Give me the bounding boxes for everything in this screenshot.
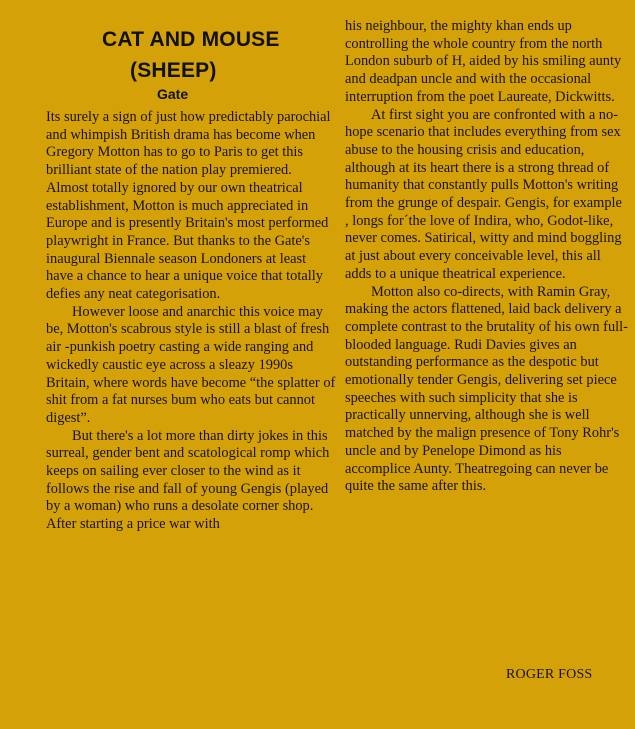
- author-byline: ROGER FOSS: [506, 667, 593, 682]
- right-column: [345, 18, 629, 496]
- paragraph-3: But there's a lot more than dirty jokes in this surreal, gender bent and scatological romp which keeps on sailing ever closer to the wind as it follows the rise and fall of young Gengis (played by a woman) who runs a desolate corner shop. After starting a price war with: [46, 427, 330, 533]
- left-column: [46, 109, 336, 534]
- paragraph-5: Motton also co-directs, with Ramin Gray, making the actors flattened, laid back delivery a complete contrast to the brutality of his own full-blooded language. Rudi Davies gives an outstanding performance as the despotic but emotionally tender Gengis, delivering set piece speeches with such simplicity that she is practically unnerving, although she is well matched by the malign presence of Tony Rohr's uncle and by Penelope Dimond as his accomplice Aunty. Theatregoing can never be quite the same after this.: [345, 283, 628, 495]
- paragraph-3-continued: his neighbour, the mighty khan ends up controlling the whole country from the north London suburb of H, aided by his smiling aunty and deadpan uncle and with the occasional interruption from the poet Laureate, Dickwitts.: [345, 18, 622, 105]
- review-subtitle: (SHEEP): [130, 59, 217, 82]
- venue-label: Gate: [157, 86, 189, 102]
- review-title: CAT AND MOUSE: [102, 28, 280, 51]
- paragraph-1: Its surely a sign of just how predictably parochial and whimpish British drama has become when Gregory Motton has to go to Paris to get this brilliant state of the nation play premiered. Almost totally ignored by our own theatrical establishment, Motton is much appreciated in Europe and is presently Britain's most performed playwright in France. But thanks to the Gate's inaugural Biennale season Londoners at least have a chance to hear a unique voice that totally defies any neat categorisation.: [46, 109, 331, 303]
- paragraph-2: However loose and anarchic this voice may be, Motton's scabrous style is still a blast of fresh air -punkish poetry casting a wide ranging and wickedly caustic eye across a sleazy 1990s Britain, where words have become “the splatter of shit from a fat nurses bum who eats but cannot digest”.: [46, 303, 336, 426]
- paragraph-4: At first sight you are confronted with a no-hope scenario that includes everything from sex abuse to the housing crisis and education, although at its heart there is a strong thread of humanity that constantly pulls Motton's writing from the grunge of despair. Gengis, for example , longs for´the love of Indira, who, Godot-like, never comes. Satirical, witty and mind boggling at just about every conceivable level, this all adds to a unique theatrical experience.: [345, 106, 622, 282]
